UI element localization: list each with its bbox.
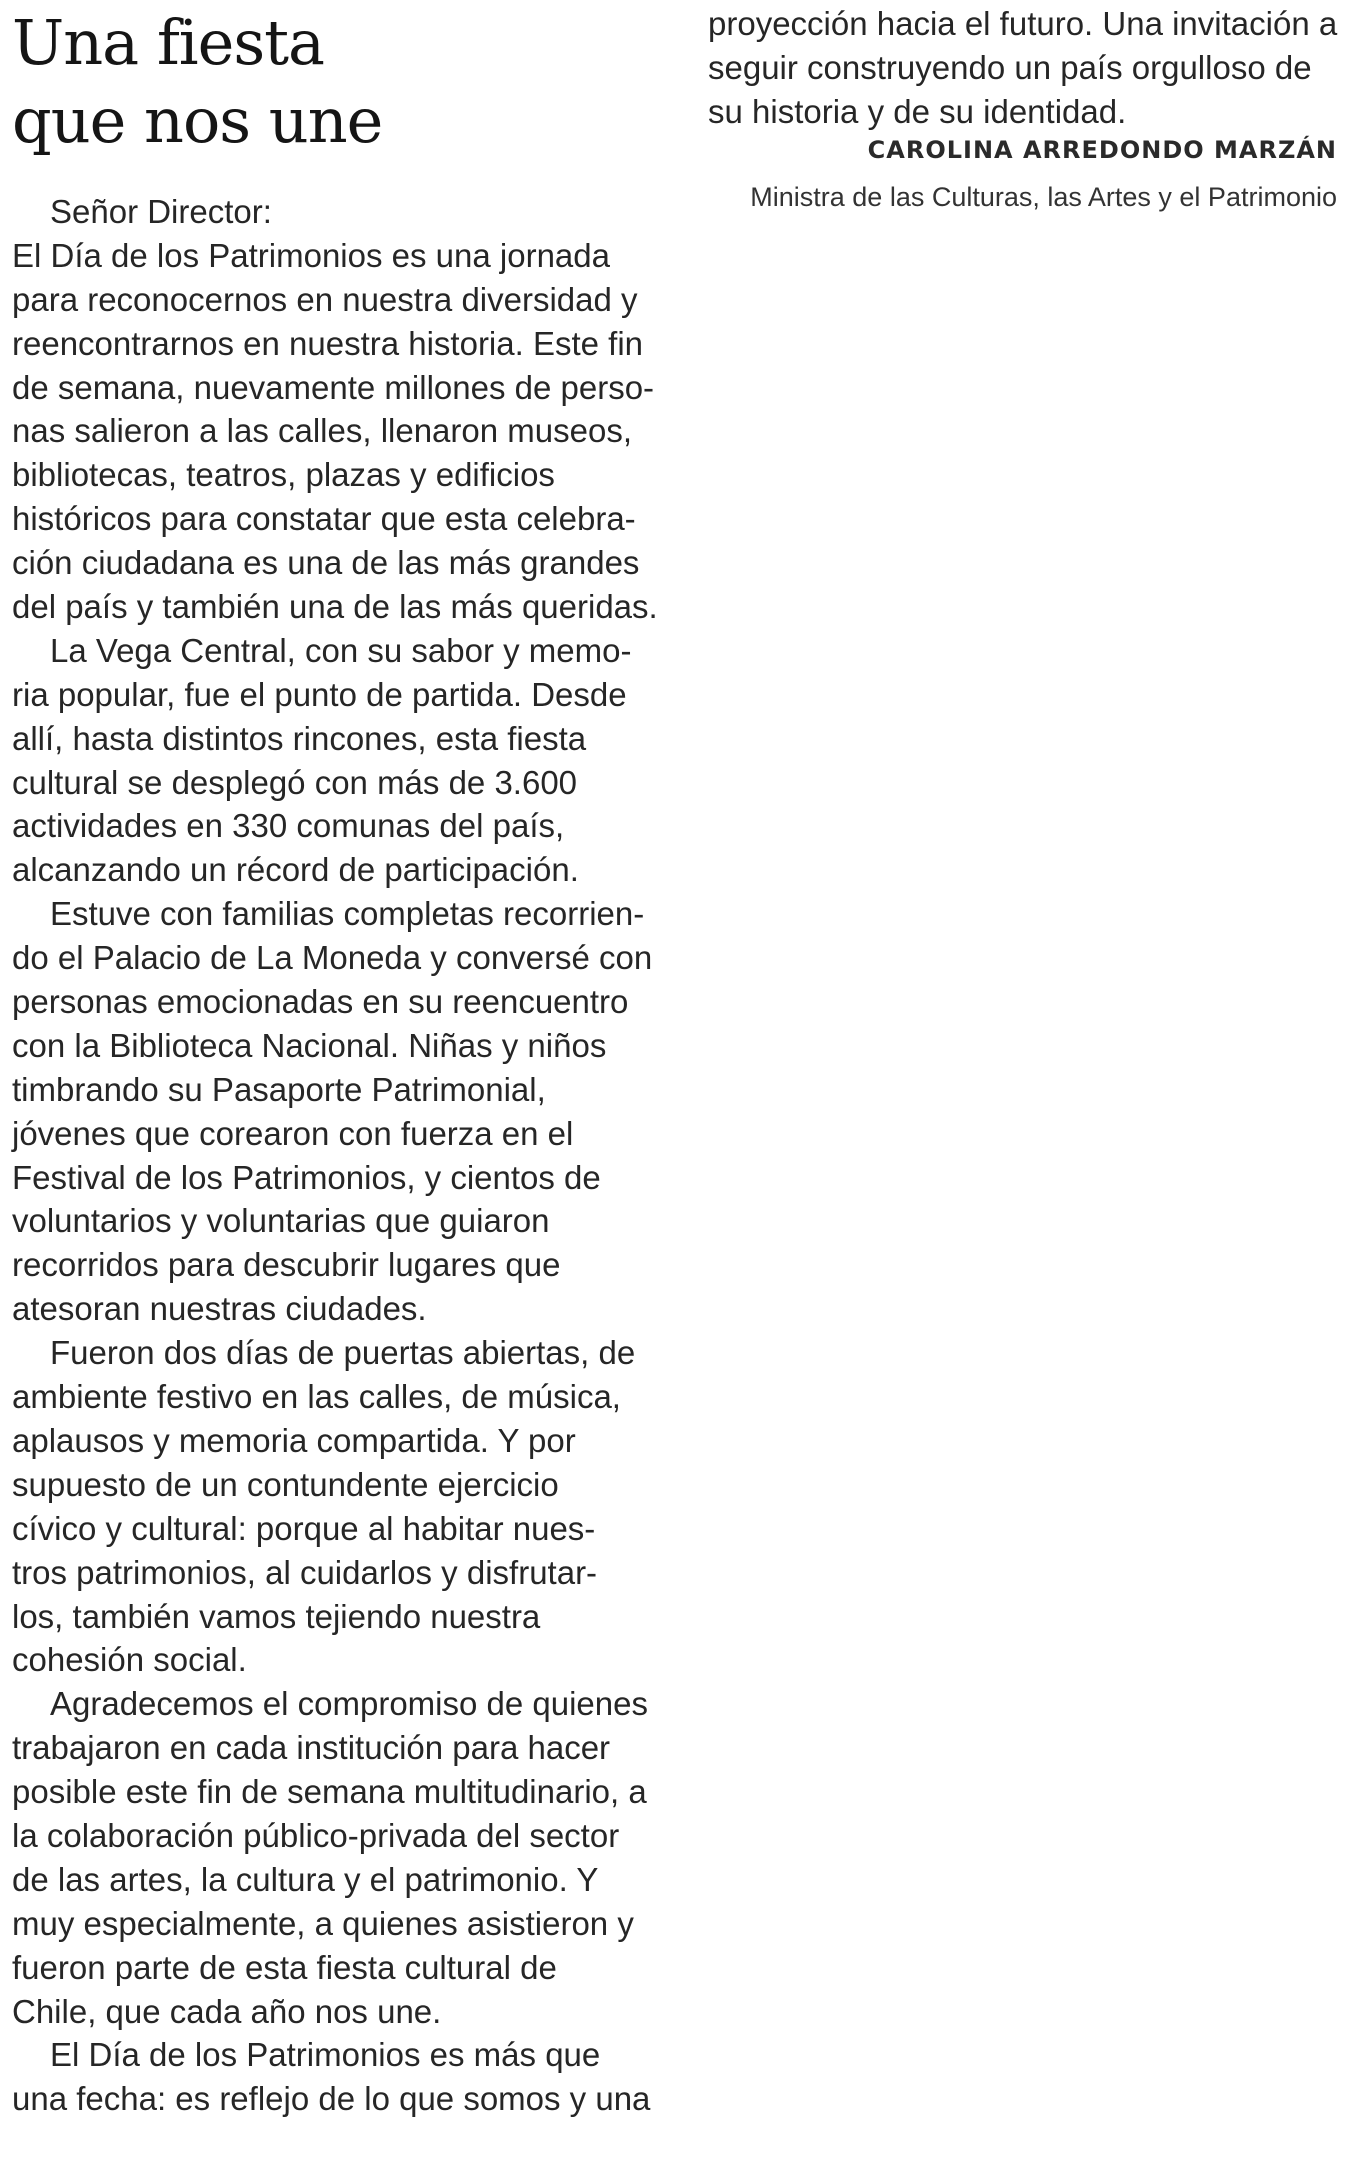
article-title <box>12 4 382 160</box>
body-line: voluntarios y voluntarias que guiaron <box>12 1202 550 1240</box>
letter-body-right-column <box>708 2 1345 134</box>
body-line: El Día de los Patrimonios es una jornada <box>12 236 610 274</box>
body-line: una fecha: es reflejo de lo que somos y una <box>12 2080 651 2118</box>
body-line: actividades en 330 comunas del país, <box>12 807 565 845</box>
body-line: muy especialmente, a quienes asistieron y <box>12 1904 634 1942</box>
body-line: del país y también una de las más queridas. <box>12 588 658 626</box>
body-line: cultural se desplegó con más de 3.600 <box>12 763 578 801</box>
body-line: posible este fin de semana multitudinario, a <box>12 1773 647 1811</box>
body-line: ria popular, fue el punto de partida. Desde <box>12 675 627 713</box>
body-line: La Vega Central, con su sabor y memo- <box>50 631 632 669</box>
body-line: allí, hasta distintos rincones, esta fiesta <box>12 719 587 757</box>
body-line: ción ciudadana es una de las más grandes <box>12 544 640 582</box>
body-line: de semana, nuevamente millones de perso- <box>12 368 655 406</box>
title-line: Una fiesta <box>12 6 325 79</box>
body-line: reencontrarnos en nuestra historia. Este fin <box>12 324 644 362</box>
body-line: con la Biblioteca Nacional. Niñas y niños <box>12 1026 607 1064</box>
letter-body-left-column <box>12 190 658 2121</box>
title-line: que nos une <box>12 84 383 157</box>
body-line: Festival de los Patrimonios, y cientos de <box>12 1158 601 1196</box>
body-line: alcanzando un récord de participación. <box>12 851 579 889</box>
body-line: seguir construyendo un país orgulloso de <box>708 48 1312 86</box>
body-line: do el Palacio de La Moneda y conversé con <box>12 939 653 977</box>
body-line: Fueron dos días de puertas abiertas, de <box>50 1334 636 1372</box>
body-line: Estuve con familias completas recorrien- <box>50 895 645 933</box>
body-line: trabajaron en cada institución para hacer <box>12 1729 611 1767</box>
body-line: de las artes, la cultura y el patrimonio. Y <box>12 1860 599 1898</box>
salutation: Señor Director: <box>50 193 272 230</box>
body-line: cívico y cultural: porque al habitar nues- <box>12 1509 596 1547</box>
body-line: la colaboración público-privada del sector <box>12 1816 620 1854</box>
body-line: proyección hacia el futuro. Una invitación a <box>708 5 1338 42</box>
body-line: supuesto de un contundente ejercicio <box>12 1465 559 1503</box>
body-line: históricos para constatar que esta celebra- <box>12 500 636 538</box>
body-line: su historia y de su identidad. <box>708 92 1127 130</box>
body-line: Chile, que cada año nos une. <box>12 1992 442 2030</box>
body-line: cohesión social. <box>12 1641 247 1679</box>
body-line: ambiente festivo en las calles, de música, <box>12 1378 621 1416</box>
body-line: atesoran nuestras ciudades. <box>12 1290 427 1328</box>
body-line: fueron parte de esta fiesta cultural de <box>12 1948 557 1986</box>
signature-name: CAROLINA ARREDONDO MARZÁN <box>867 136 1337 164</box>
body-line: El Día de los Patrimonios es más que <box>50 2036 601 2074</box>
body-line: para reconocernos en nuestra diversidad y <box>12 280 638 318</box>
body-line: Agradecemos el compromiso de quienes <box>50 1685 648 1723</box>
body-line: jóvenes que corearon con fuerza en el <box>12 1114 574 1152</box>
body-line: recorridos para descubrir lugares que <box>12 1246 561 1284</box>
body-line: los, también vamos tejiendo nuestra <box>12 1597 541 1635</box>
body-line: tros patrimonios, al cuidarlos y disfrutar- <box>12 1553 598 1591</box>
body-line: timbrando su Pasaporte Patrimonial, <box>12 1070 546 1108</box>
body-line: nas salieron a las calles, llenaron museos, <box>12 412 632 450</box>
body-line: bibliotecas, teatros, plazas y edificios <box>12 456 555 494</box>
body-line: aplausos y memoria compartida. Y por <box>12 1421 576 1459</box>
body-line: personas emocionadas en su reencuentro <box>12 983 629 1021</box>
signature-role: Ministra de las Culturas, las Artes y el Patrimonio <box>750 182 1337 212</box>
